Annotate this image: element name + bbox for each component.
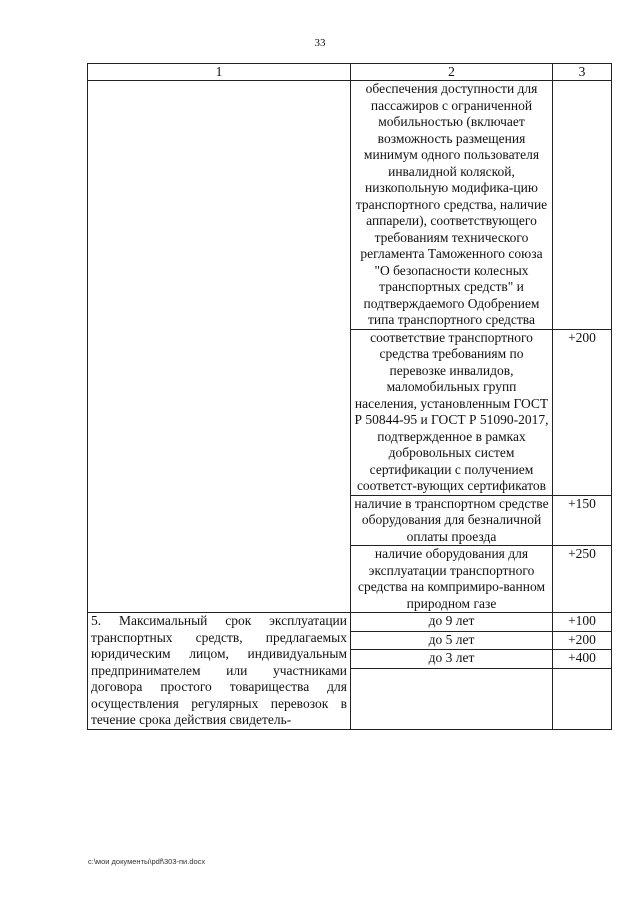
item5-label-cell: 5. Максимальный срок эксплуатации транспортных средств, предлагаемых юридическим лицом, индивидуальным предпринимателем или участниками договора простого товарищества для осуществления регулярных перевозок в течение срока действия свидетель- xyxy=(88,613,351,730)
table-header-row xyxy=(88,64,612,81)
points-cell: +200 xyxy=(553,329,612,495)
points-cell: +100 xyxy=(553,613,612,632)
criterion-cell: наличие оборудования для эксплуатации транспортного средства на компримиро-ванном природном газе xyxy=(351,546,553,613)
empty-cell xyxy=(553,668,612,729)
table-row xyxy=(88,613,612,632)
criterion-cell: соответствие транспортного средства требованиям по перевозке инвалидов, маломобильных групп населения, установленным ГОСТ Р 50844-95 и ГОСТ Р 51090-2017, подтвержденное в рамках добровольных систем сертификации с получением соответст-вующих сертификатов xyxy=(351,329,553,495)
criterion-cell: обеспечения доступности для пассажиров с ограниченной мобильностью (включает возможность размещения минимум одного пользователя инвалидной коляской, низкопольную модифика-цию транспортного средства, наличие аппарели), соответствующего требованиям технического регламента Таможенного союза "О безопасности колесных транспортных средств" и подтверждаемого Одобрением типа транспортного средства xyxy=(351,81,553,330)
table-row xyxy=(88,81,612,330)
page-number: 33 xyxy=(314,37,326,49)
term-cell: до 3 лет xyxy=(351,650,553,669)
points-cell xyxy=(553,81,612,330)
points-cell: +400 xyxy=(553,650,612,669)
column-header-3: 3 xyxy=(553,64,612,81)
term-cell: до 9 лет xyxy=(351,613,553,632)
criteria-table xyxy=(87,63,612,730)
points-cell: +150 xyxy=(553,495,612,546)
points-cell: +250 xyxy=(553,546,612,613)
column-header-2: 2 xyxy=(351,64,553,81)
footer-file-path: c:\мои документы\pdf\303-пи.docx xyxy=(88,857,206,866)
item4-continuation-cell xyxy=(88,81,351,613)
column-header-1: 1 xyxy=(88,64,351,81)
criterion-cell: наличие в транспортном средстве оборудования для безналичной оплаты проезда xyxy=(351,495,553,546)
term-cell: до 5 лет xyxy=(351,631,553,650)
empty-cell xyxy=(351,668,553,729)
points-cell: +200 xyxy=(553,631,612,650)
